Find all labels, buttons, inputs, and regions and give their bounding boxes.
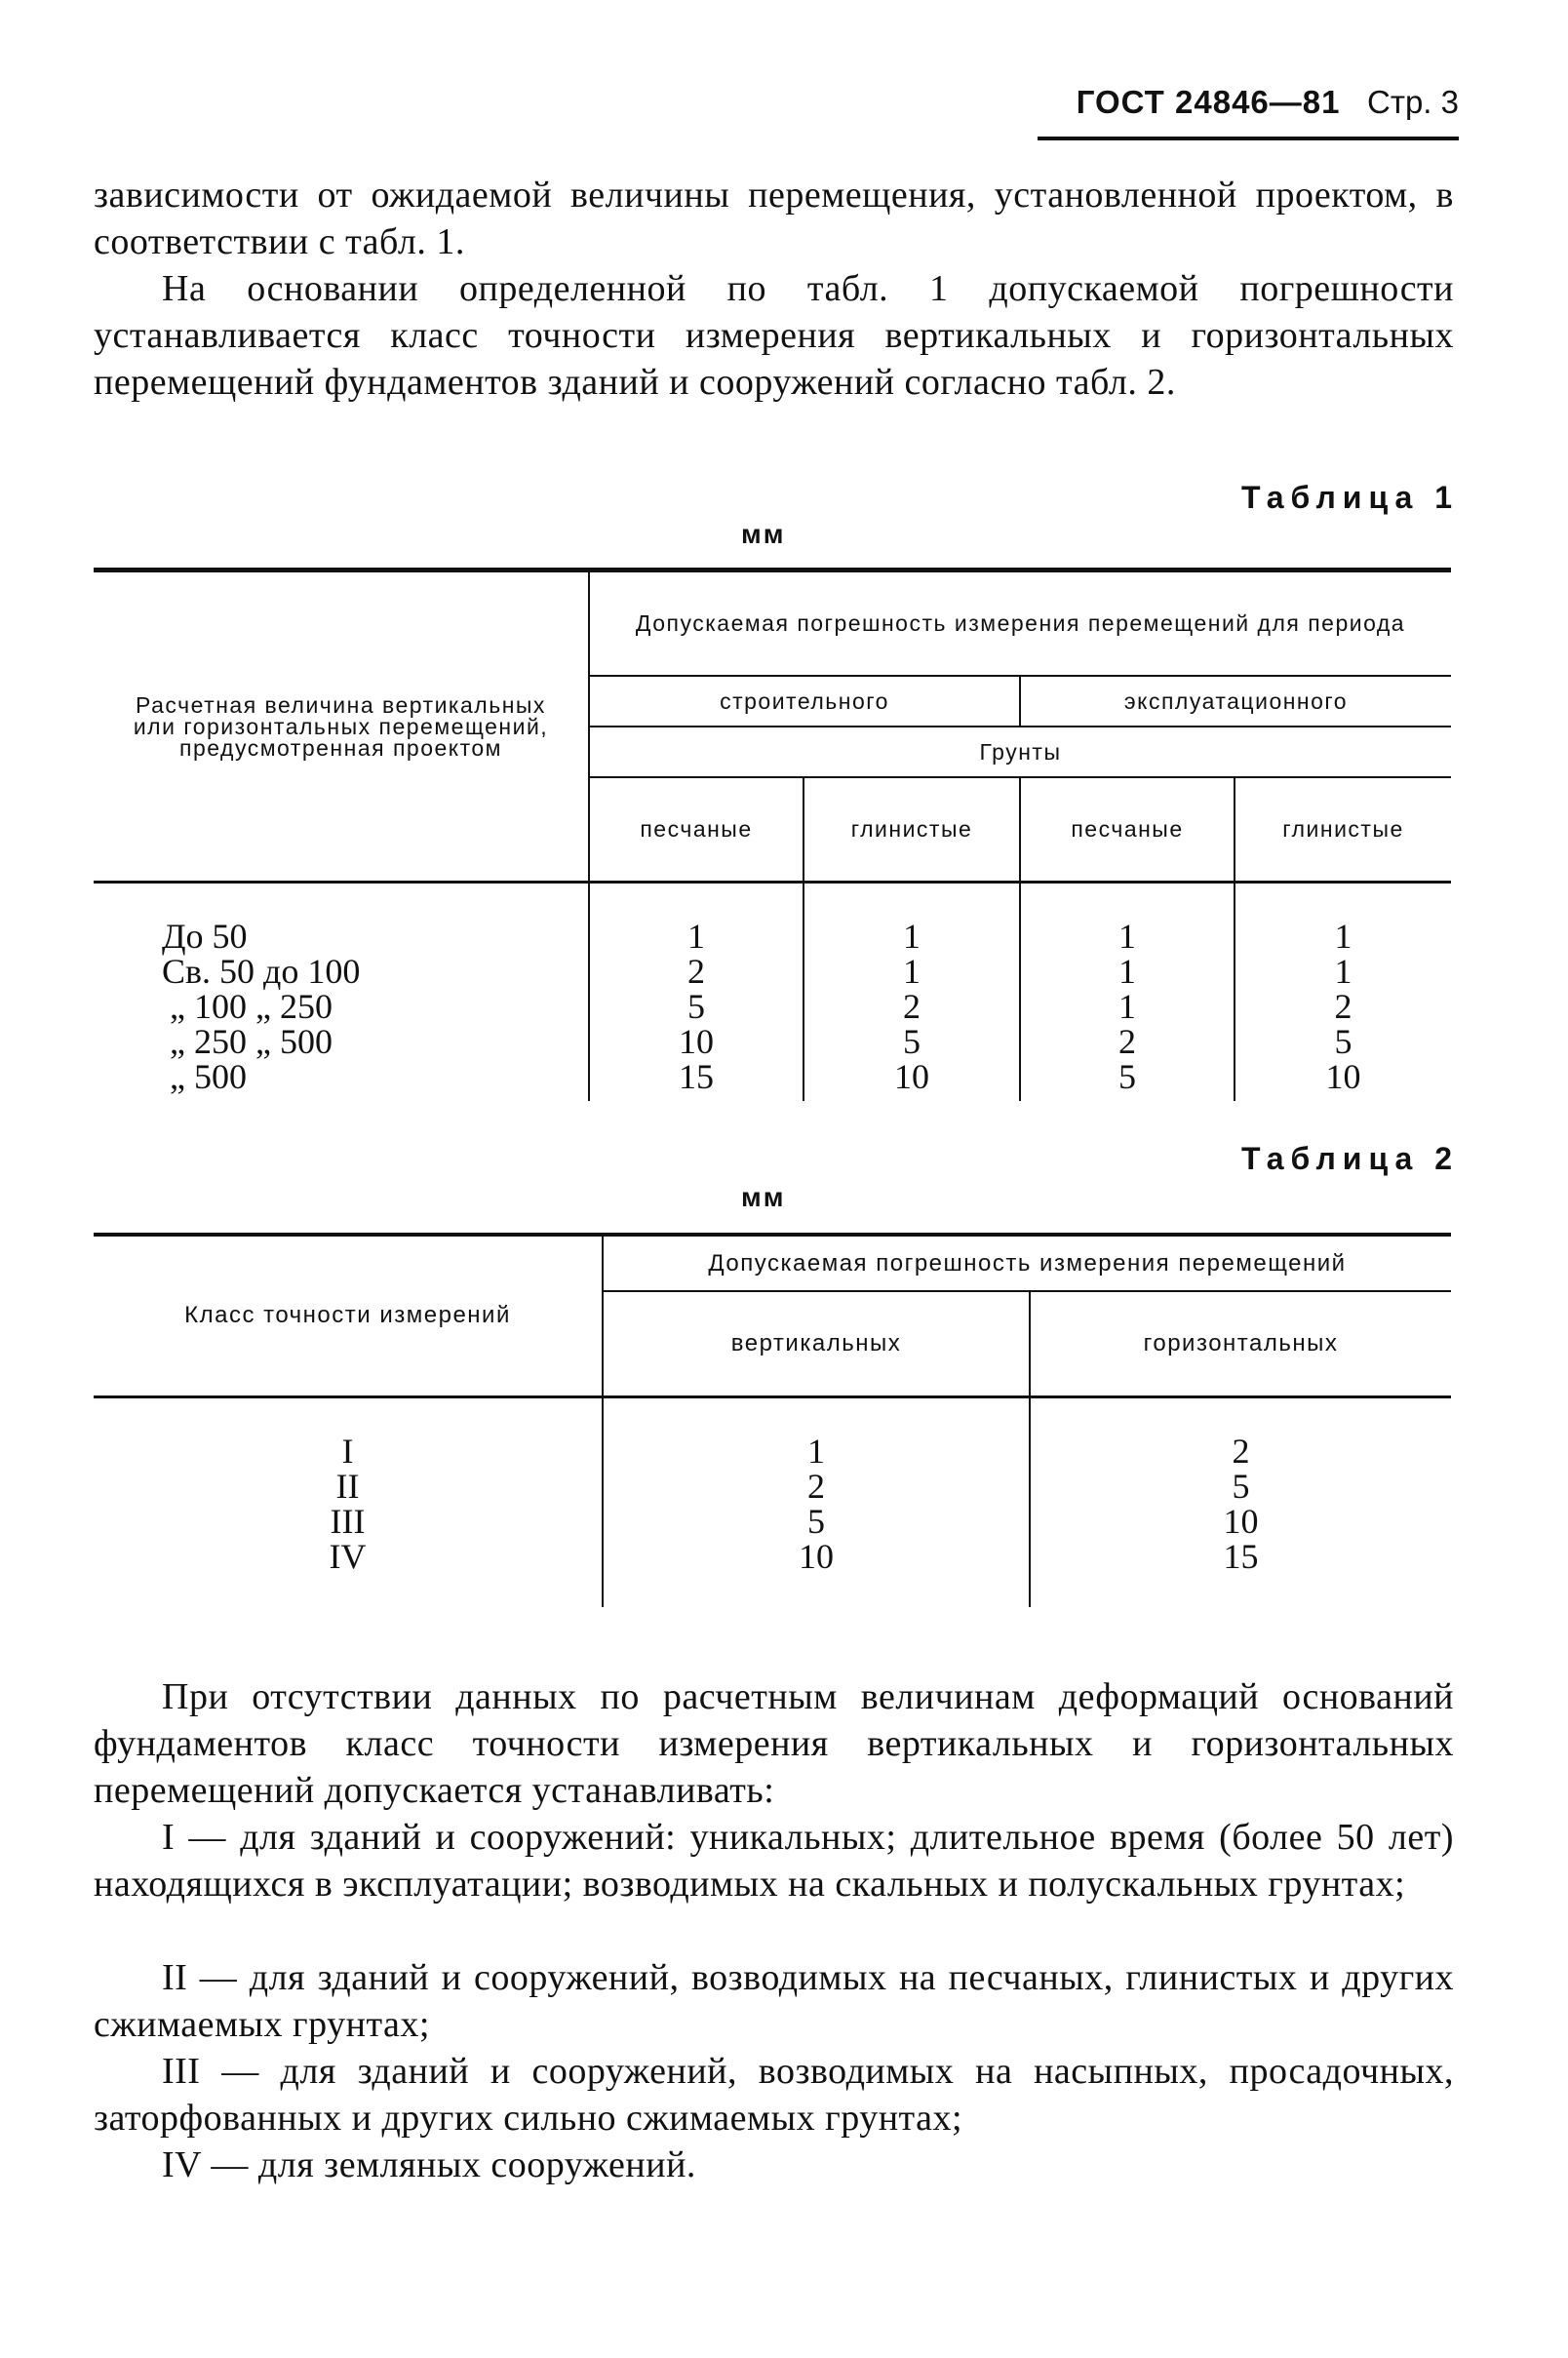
table1-cell: 1 <box>1118 917 1136 956</box>
table2-cell: 15 <box>1223 1536 1259 1576</box>
table-2 <box>94 1233 1451 1607</box>
page-header <box>1077 84 1459 121</box>
table1-cell: 10 <box>894 1057 929 1096</box>
table1-col-sand-operation <box>1020 883 1235 1101</box>
table1-cell: 5 <box>903 1022 921 1061</box>
table1-col-sand-construction <box>589 883 804 1101</box>
table1-row-label: До 50 <box>162 917 248 956</box>
class-item-2: II — для зданий и сооружений, возводимых на песчаных, глинистых и других сжимаемых грунтах; <box>94 1957 1454 2045</box>
table2-cell: 5 <box>1232 1466 1250 1506</box>
table1-period-operation: эксплуатационного <box>1020 676 1451 727</box>
table1-cell: 1 <box>903 952 921 991</box>
table1-cell: 1 <box>1118 987 1136 1026</box>
table2-header-vertical: вертикальных <box>603 1291 1030 1396</box>
table1-cell: 1 <box>1334 952 1352 991</box>
table2-cell: 2 <box>1232 1431 1250 1471</box>
table-1 <box>94 568 1451 1101</box>
table1-soil-sand-2: песчаные <box>1020 777 1235 883</box>
table2-class: I <box>341 1431 354 1471</box>
class-item-4: IV — для земляных сооружений. <box>162 2144 696 2185</box>
body-paragraph: При отсутствии данных по расчетным величинам деформаций оснований фундаментов класс точности измерения вертикальных и горизонтальных перемещений допускается устанавливать: <box>94 1676 1454 1811</box>
table1-row-labels <box>94 883 589 1101</box>
table2-group-header: Допускаемая погрешность измерения перемещений <box>603 1235 1451 1291</box>
intro-paragraph-1: зависимости от ожидаемой величины перемещения, установленной проектом, в соответствии с табл. 1. <box>94 175 1454 262</box>
table2-col-horizontal <box>1030 1396 1451 1607</box>
table1-row-header: Расчетная величина вертикальных или горизонтальных перемещений, предусмотренная проектом <box>94 570 589 883</box>
table2-caption: Таблица 2 <box>1240 1141 1459 1176</box>
table2-cell: 1 <box>807 1431 825 1471</box>
table2-row-header: Класс точности измерений <box>94 1235 603 1396</box>
table1-cell: 5 <box>1118 1057 1136 1096</box>
table1-cell: 1 <box>1334 917 1352 956</box>
header-rule <box>1038 137 1459 140</box>
table1-group-header: Допускаемая погрешность измерения перемещений для периода <box>589 570 1451 676</box>
table1-cell: 2 <box>903 987 921 1026</box>
table1-cell: 2 <box>1118 1022 1136 1061</box>
table1-period-construction: строительного <box>589 676 1020 727</box>
table2-class: IV <box>329 1536 367 1576</box>
table1-cell: 2 <box>687 952 705 991</box>
table1-row-label: „ 500 <box>170 1057 247 1096</box>
table2-col-vertical <box>603 1396 1030 1607</box>
table1-caption: Таблица 1 <box>1240 480 1459 515</box>
table1-soil-sand-1: песчаные <box>589 777 804 883</box>
document-number: ГОСТ 24846—81 <box>1076 84 1341 120</box>
table1-cell: 1 <box>1118 952 1136 991</box>
intro-paragraph-2: На основании определенной по табл. 1 допускаемой погрешности устанавливается класс точности измерения вертикальных и горизонтальных перемещений фундаментов зданий и сооружений согласно табл. 2. <box>94 268 1454 403</box>
table1-cell: 1 <box>903 917 921 956</box>
table1-cell: 10 <box>679 1022 714 1061</box>
table1-cell: 2 <box>1334 987 1352 1026</box>
table2-cell: 5 <box>807 1501 825 1541</box>
table2-col-classes <box>94 1396 603 1607</box>
table1-col-clay-construction <box>804 883 1020 1101</box>
table1-cell: 10 <box>1325 1057 1361 1096</box>
table1-soils-header: Грунты <box>589 727 1451 777</box>
class-item-1: I — для зданий и сооружений: уникальных; длительное время (более 50 лет) находящихся в эксплуатации; возводимых на скальных и полускальных грунтах; <box>94 1817 1454 1905</box>
table1-row-label: Св. 50 до 100 <box>162 952 361 991</box>
table2-class: II <box>335 1466 360 1506</box>
table2-cell: 10 <box>1223 1501 1259 1541</box>
table1-cell: 1 <box>687 917 705 956</box>
table1-unit: мм <box>741 519 786 549</box>
table1-cell: 5 <box>687 987 705 1026</box>
table1-row-label: „ 100 „ 250 <box>170 987 333 1026</box>
table2-header-horizontal: горизонтальных <box>1143 1329 1339 1356</box>
table1-soil-clay-2: глинистые <box>1282 816 1404 843</box>
class-item-3: III — для зданий и сооружений, возводимых на насыпных, просадочных, заторфованных и других сильно сжимаемых грунтах; <box>94 2051 1454 2139</box>
table2-unit: мм <box>741 1182 786 1212</box>
table2-cell: 10 <box>799 1536 834 1576</box>
table1-col-clay-operation <box>1235 883 1451 1101</box>
table1-cell: 15 <box>679 1057 714 1096</box>
page-number: Стр. 3 <box>1367 84 1459 120</box>
table1-cell: 5 <box>1334 1022 1352 1061</box>
table2-cell: 2 <box>807 1466 825 1506</box>
table2-class: III <box>330 1501 366 1541</box>
table1-row-label: „ 250 „ 500 <box>170 1022 333 1061</box>
table1-soil-clay-1: глинистые <box>804 777 1020 883</box>
